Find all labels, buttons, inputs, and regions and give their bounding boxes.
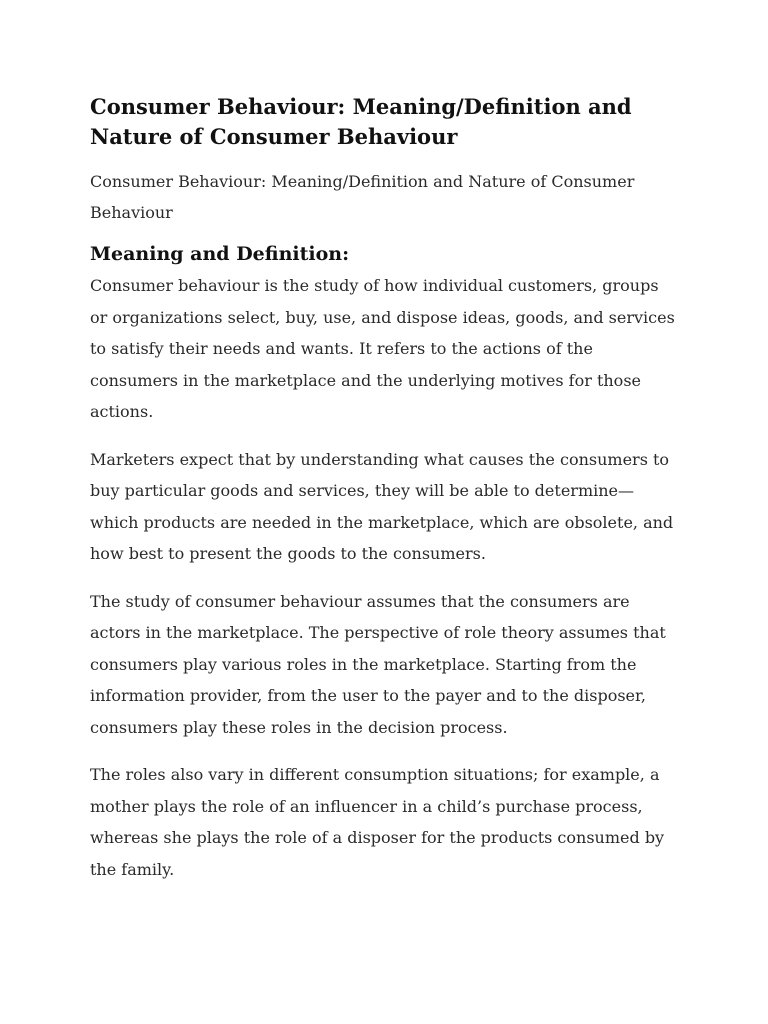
paragraph-role-theory: The study of consumer behaviour assumes that the consumers are actors in the marketplace. The perspective of role theory assumes that consumers play various roles in the marketplace. Starting from the information provider, from the user to the payer and to the disposer, consumers play these roles in the decision process. bbox=[90, 591, 666, 737]
section-heading-meaning: Meaning and Definition: bbox=[90, 243, 350, 265]
paragraph-marketers: Marketers expect that by understanding what causes the consumers to buy particular goods and services, they will be able to determine—which products are needed in the marketplace, which are obsolete, and how best to present the goods to the consumers. bbox=[90, 449, 674, 563]
document-page bbox=[90, 92, 680, 885]
document-title: Consumer Behaviour: Meaning/Definition and Nature of Consumer Behaviour bbox=[90, 94, 632, 149]
paragraph-definition: Consumer behaviour is the study of how individual customers, groups or organizations select, buy, use, and dispose ideas, goods, and services to satisfy their needs and wants. It refers to the actions of the consumers in the marketplace and the underlying motives for those actions. bbox=[90, 276, 675, 421]
paragraph-roles-vary: The roles also vary in different consumption situations; for example, a mother plays the role of an influencer in a child’s purchase process, whereas she plays the role of a disposer for the products consumed by the family. bbox=[90, 765, 665, 879]
document-subtitle: Consumer Behaviour: Meaning/Definition and Nature of Consumer Behaviour bbox=[90, 172, 635, 222]
